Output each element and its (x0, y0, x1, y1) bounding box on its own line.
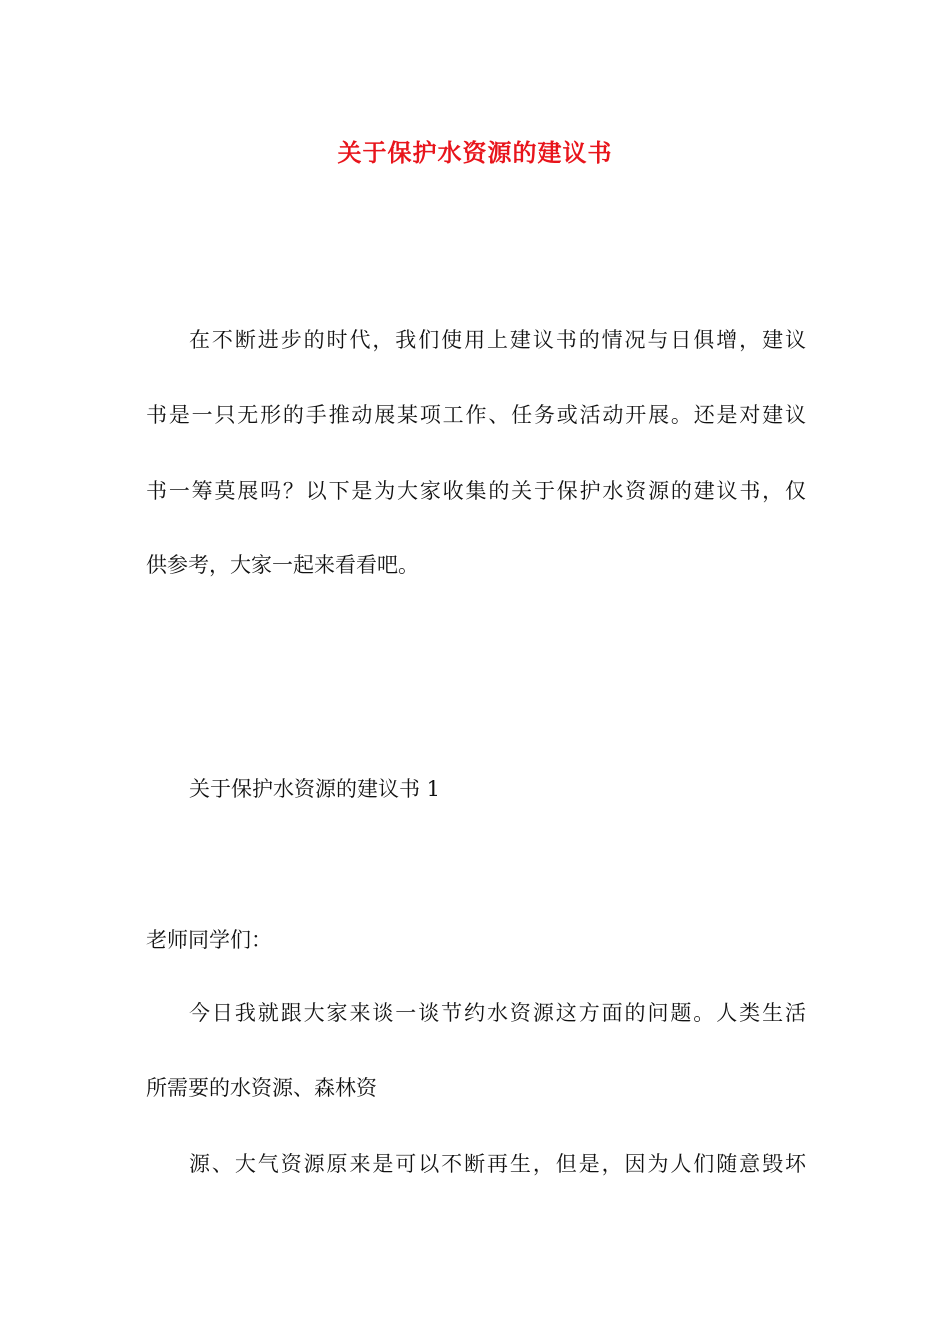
intro-line-3: 书一筹莫展吗？以下是为大家收集的关于保护水资源的建议书，仅 (146, 479, 806, 503)
document-title: 关于保护水资源的建议书 (337, 138, 613, 167)
intro-line-2: 书是一只无形的手推动展某项工作、任务或活动开展。还是对建议 (146, 403, 806, 427)
body-line-2: 所需要的水资源、森林资 (146, 1076, 377, 1100)
body-line-1: 今日我就跟大家来谈一谈节约水资源这方面的问题。人类生活 (189, 1001, 806, 1025)
intro-line-1: 在不断进步的时代，我们使用上建议书的情况与日俱增，建议 (189, 328, 806, 352)
intro-line-4: 供参考，大家一起来看看吧。 (146, 553, 419, 577)
salutation: 老师同学们： (146, 928, 272, 952)
body-line-3: 源、大气资源原来是可以不断再生，但是，因为人们随意毁坏 (189, 1152, 806, 1176)
section-heading: 关于保护水资源的建议书 1 (189, 777, 441, 801)
